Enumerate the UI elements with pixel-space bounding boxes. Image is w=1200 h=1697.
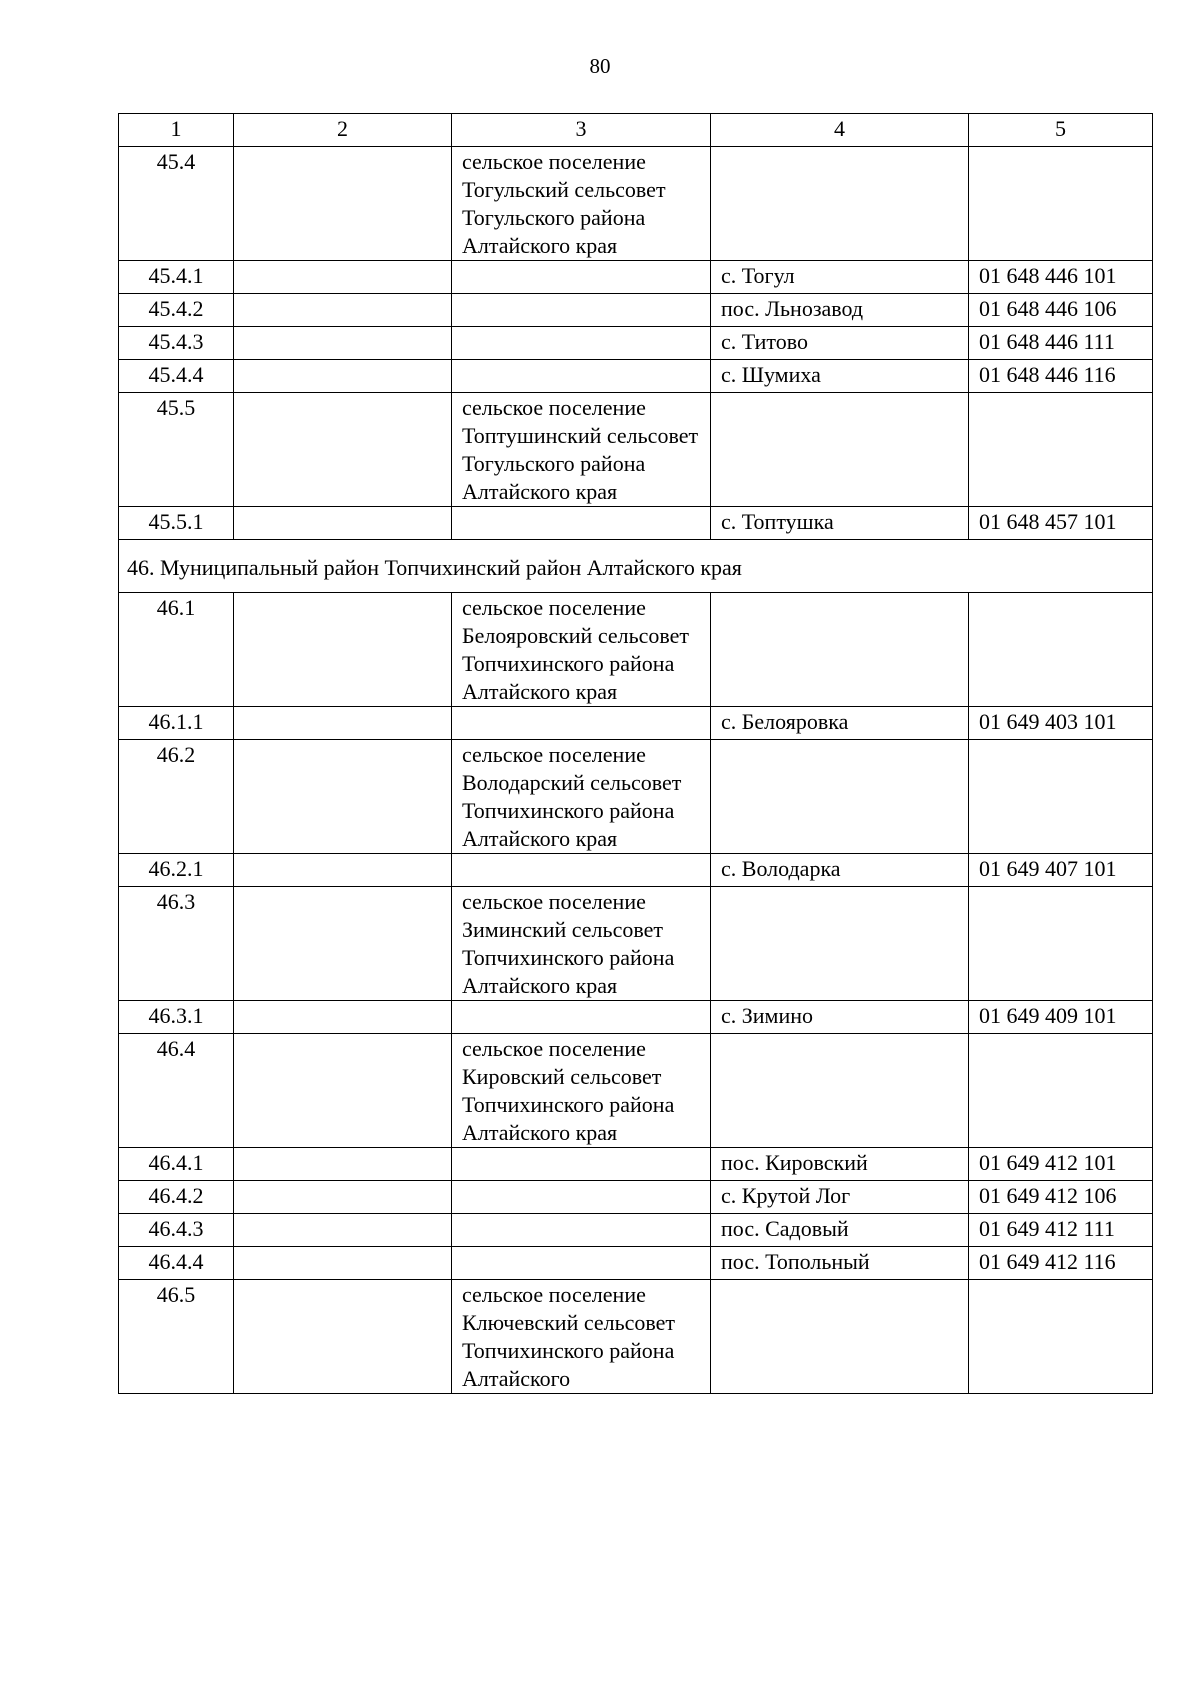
row-settlement [452, 854, 711, 887]
row-empty-cell [234, 1280, 452, 1394]
row-settlement [452, 707, 711, 740]
row-code: 46.2.1 [119, 854, 234, 887]
section-title: 46. Муниципальный район Топчихинский район Алтайского края [119, 540, 1153, 593]
column-header-4: 4 [711, 114, 969, 147]
row-locality [711, 393, 969, 507]
table-row [119, 593, 1153, 707]
row-oktmo-code: 01 649 412 111 [969, 1214, 1153, 1247]
table-header-row [119, 114, 1153, 147]
row-empty-cell [234, 740, 452, 854]
row-code: 46.3 [119, 887, 234, 1001]
row-oktmo-code [969, 593, 1153, 707]
row-locality: пос. Льнозавод [711, 294, 969, 327]
row-oktmo-code [969, 740, 1153, 854]
row-locality: с. Зимино [711, 1001, 969, 1034]
table-row [119, 1247, 1153, 1280]
table-row [119, 887, 1153, 1001]
row-settlement [452, 261, 711, 294]
row-empty-cell [234, 327, 452, 360]
table-row [119, 1214, 1153, 1247]
row-empty-cell [234, 707, 452, 740]
column-header-5: 5 [969, 114, 1153, 147]
row-empty-cell [234, 507, 452, 540]
row-locality [711, 740, 969, 854]
row-settlement [452, 1001, 711, 1034]
row-code: 45.4.3 [119, 327, 234, 360]
row-settlement: сельское поселение Белояровский сельсовет Топчихинского района Алтайского края [452, 593, 711, 707]
table-row [119, 707, 1153, 740]
registry-table-body [119, 114, 1153, 1394]
row-oktmo-code: 01 648 446 106 [969, 294, 1153, 327]
row-locality: с. Титово [711, 327, 969, 360]
row-code: 46.3.1 [119, 1001, 234, 1034]
table-row [119, 854, 1153, 887]
row-empty-cell [234, 294, 452, 327]
column-header-3: 3 [452, 114, 711, 147]
row-oktmo-code [969, 147, 1153, 261]
row-code: 45.4.2 [119, 294, 234, 327]
row-code: 46.4.3 [119, 1214, 234, 1247]
row-empty-cell [234, 854, 452, 887]
row-locality: с. Шумиха [711, 360, 969, 393]
row-oktmo-code [969, 1280, 1153, 1394]
row-settlement [452, 1214, 711, 1247]
row-code: 46.4 [119, 1034, 234, 1148]
row-code: 46.5 [119, 1280, 234, 1394]
row-empty-cell [234, 1181, 452, 1214]
row-code: 46.4.4 [119, 1247, 234, 1280]
page-number: 80 [589, 54, 611, 78]
row-locality: с. Белояровка [711, 707, 969, 740]
row-settlement [452, 294, 711, 327]
row-oktmo-code [969, 393, 1153, 507]
row-settlement [452, 1181, 711, 1214]
table-row [119, 1148, 1153, 1181]
row-empty-cell [234, 360, 452, 393]
row-empty-cell [234, 1034, 452, 1148]
table-row [119, 393, 1153, 507]
row-locality: пос. Топольный [711, 1247, 969, 1280]
row-code: 45.4.4 [119, 360, 234, 393]
row-settlement [452, 1148, 711, 1181]
row-oktmo-code: 01 648 446 101 [969, 261, 1153, 294]
table-row [119, 1181, 1153, 1214]
row-locality [711, 887, 969, 1001]
table-row [119, 147, 1153, 261]
row-locality: пос. Кировский [711, 1148, 969, 1181]
row-empty-cell [234, 393, 452, 507]
row-locality [711, 1034, 969, 1148]
row-locality: пос. Садовый [711, 1214, 969, 1247]
row-settlement [452, 327, 711, 360]
row-empty-cell [234, 1247, 452, 1280]
row-oktmo-code: 01 648 446 116 [969, 360, 1153, 393]
row-settlement [452, 360, 711, 393]
table-row [119, 294, 1153, 327]
table-row [119, 507, 1153, 540]
row-code: 45.5.1 [119, 507, 234, 540]
row-code: 46.4.2 [119, 1181, 234, 1214]
row-oktmo-code [969, 1034, 1153, 1148]
column-header-1: 1 [119, 114, 234, 147]
row-settlement: сельское поселение Володарский сельсовет Топчихинского района Алтайского края [452, 740, 711, 854]
row-empty-cell [234, 1214, 452, 1247]
table-row [119, 740, 1153, 854]
table-row [119, 327, 1153, 360]
row-code: 46.4.1 [119, 1148, 234, 1181]
table-row [119, 1034, 1153, 1148]
table-row [119, 1280, 1153, 1394]
row-locality [711, 1280, 969, 1394]
row-locality: с. Тогул [711, 261, 969, 294]
table-row [119, 1001, 1153, 1034]
row-settlement: сельское поселение Ключевский сельсовет Топчихинского района Алтайского [452, 1280, 711, 1394]
section-header-row [119, 540, 1153, 593]
row-locality: с. Крутой Лог [711, 1181, 969, 1214]
row-code: 45.4 [119, 147, 234, 261]
row-locality: с. Топтушка [711, 507, 969, 540]
row-settlement: сельское поселение Топтушинский сельсовет Тогульского района Алтайского края [452, 393, 711, 507]
row-code: 46.1.1 [119, 707, 234, 740]
row-oktmo-code: 01 649 403 101 [969, 707, 1153, 740]
row-code: 46.1 [119, 593, 234, 707]
row-oktmo-code: 01 648 457 101 [969, 507, 1153, 540]
row-settlement [452, 1247, 711, 1280]
row-oktmo-code: 01 649 407 101 [969, 854, 1153, 887]
row-oktmo-code [969, 887, 1153, 1001]
row-empty-cell [234, 147, 452, 261]
row-empty-cell [234, 887, 452, 1001]
row-empty-cell [234, 1148, 452, 1181]
row-empty-cell [234, 261, 452, 294]
table-row [119, 360, 1153, 393]
registry-table [118, 113, 1153, 1394]
row-settlement: сельское поселение Зиминский сельсовет Топчихинского района Алтайского края [452, 887, 711, 1001]
row-locality [711, 147, 969, 261]
row-locality [711, 593, 969, 707]
row-locality: с. Володарка [711, 854, 969, 887]
row-oktmo-code: 01 648 446 111 [969, 327, 1153, 360]
table-row [119, 261, 1153, 294]
row-oktmo-code: 01 649 412 106 [969, 1181, 1153, 1214]
row-oktmo-code: 01 649 412 116 [969, 1247, 1153, 1280]
row-empty-cell [234, 593, 452, 707]
row-oktmo-code: 01 649 412 101 [969, 1148, 1153, 1181]
row-code: 46.2 [119, 740, 234, 854]
row-empty-cell [234, 1001, 452, 1034]
row-settlement: сельское поселение Тогульский сельсовет Тогульского района Алтайского края [452, 147, 711, 261]
row-oktmo-code: 01 649 409 101 [969, 1001, 1153, 1034]
row-code: 45.4.1 [119, 261, 234, 294]
row-settlement [452, 507, 711, 540]
column-header-2: 2 [234, 114, 452, 147]
row-code: 45.5 [119, 393, 234, 507]
row-settlement: сельское поселение Кировский сельсовет Топчихинского района Алтайского края [452, 1034, 711, 1148]
